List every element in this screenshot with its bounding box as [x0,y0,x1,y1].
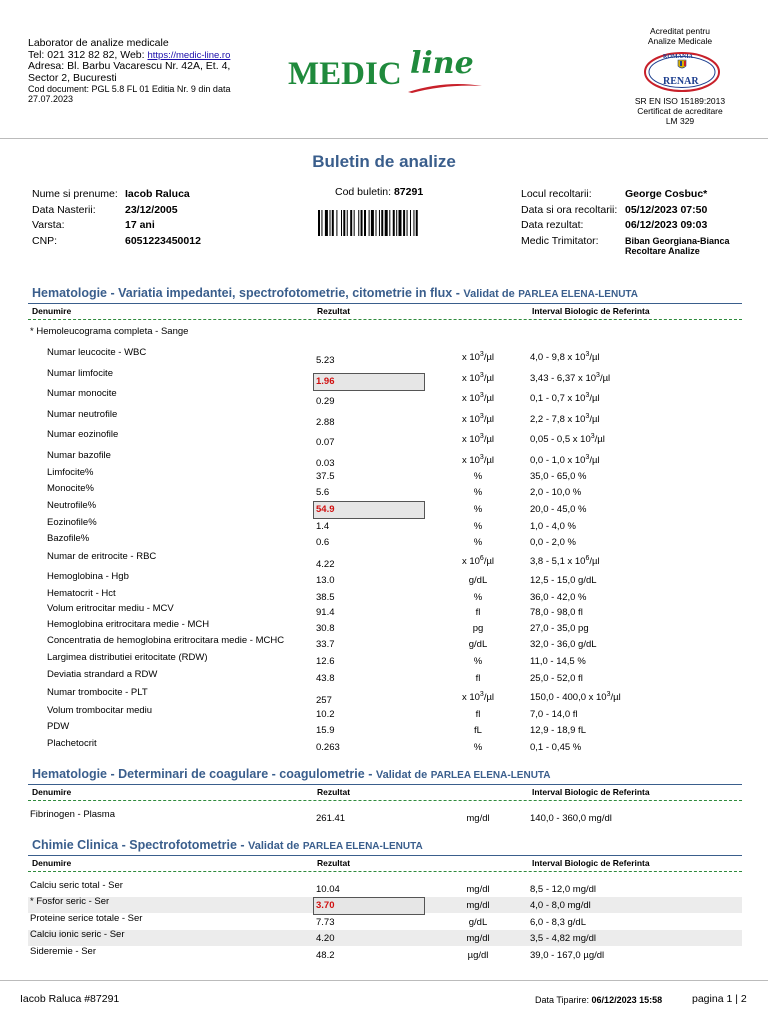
test-range: 0,1 - 0,45 % [530,742,582,753]
test-name: * Fosfor seric - Ser [30,896,110,907]
test-name: PDW [47,721,70,732]
doctor-name [625,234,730,257]
test-range: 11,0 - 14,5 % [530,656,586,667]
test-result: 30.8 [316,623,335,634]
header-interval: Interval Biologic de Referinta [532,306,650,316]
lab-website-link[interactable]: https://medic-line.ro [147,49,231,61]
cnp-label: CNP: [32,234,58,247]
test-unit: g/dL [468,575,488,586]
accred-lm: LM 329 [665,116,695,126]
page-number: pagina 1 | 2 [692,993,747,1005]
test-range: 1,0 - 4,0 % [530,521,576,532]
test-range: 32,0 - 36,0 g/dL [530,639,597,650]
test-unit: x $10^3/\mu l$ [461,371,495,384]
test-unit: x $10^3/\mu l$ [461,412,495,425]
validator-name: PARLEA ELENA-LENUTA [518,289,639,300]
test-result: 0.263 [316,742,340,753]
lab-info [28,38,268,104]
test-result: 0.6 [316,537,330,548]
logo-medic-text: MEDIC [288,56,402,92]
test-name: Calciu ionic seric - Ser [30,929,125,940]
test-unit: % [473,521,483,532]
test-result: 43.8 [316,673,335,684]
header-name: Denumire [32,858,72,868]
test-name: Numar de eritrocite - RBC [47,551,157,562]
header-divider-dashed [28,800,742,801]
test-range: 7,0 - 14,0 fl [530,709,578,720]
collection-date: 05/12/2023 07:50 [625,203,708,216]
test-unit: x $10^3/\mu l$ [461,690,495,703]
section-name: Hematologie - Variatia impedantei, spectrofotometrie, citometrie in flux - [32,286,460,300]
test-range: 20,0 - 45,0 % [530,504,587,515]
test-unit: % [473,487,483,498]
section-title [32,767,551,781]
test-name: Calciu seric total - Ser [30,880,123,891]
test-name: Hemoglobina - Hgb [47,571,129,582]
test-range: 0,1 - 0,7 x $10^3/\mu l$ [530,391,600,404]
barcode-icon [318,210,452,236]
accred-cert: Certificat de acreditare [637,106,723,116]
patient-dob: 23/12/2005 [125,203,178,216]
patient-info [32,187,201,249]
lab-address-2: Sector 2, Bucuresti [28,71,117,84]
test-result: 3.70 [316,900,335,911]
test-result: 10.2 [316,709,335,720]
section-divider [28,784,742,785]
logo-line-text: line [410,46,474,81]
test-name: Limfocite% [47,467,94,478]
test-range: 39,0 - 167,0 µg/dl [530,950,605,961]
test-result: 0.03 [316,458,335,469]
test-name: Sideremie - Ser [30,946,96,957]
test-name: Neutrofile% [47,500,97,511]
logo-swoosh-icon [406,82,484,94]
test-range: 12,9 - 18,9 fL [530,725,586,736]
validated-by-label: Validat de [248,840,300,852]
header-divider [0,138,768,139]
patient-name: Iacob Raluca [125,188,190,200]
test-unit: fl [475,607,481,618]
doctor-label: Medic Trimitator: [521,234,599,247]
collection-info [521,187,730,257]
test-range: 36,0 - 42,0 % [530,592,587,603]
test-unit: x $10^3/\mu l$ [461,453,495,466]
renar-badge [643,51,721,93]
lab-tel: Tel: 021 312 82 82, Web: [28,48,145,61]
footer-patient: Iacob Raluca #87291 [20,993,120,1005]
age-label: Varsta: [32,219,65,231]
accreditation-footer [610,96,750,126]
test-result: 54.9 [316,504,335,515]
test-result: 38.5 [316,592,335,603]
test-result: 1.96 [316,376,335,387]
test-result: 4.20 [316,933,335,944]
print-label: Data Tiparire: [535,995,590,1005]
collection-place: George Cosbuc* [625,188,708,200]
doc-code-2: 27.07.2023 [28,94,74,104]
header-interval: Interval Biologic de Referinta [532,858,650,868]
header-result: Rezultat [317,858,351,868]
page-title: Buletin de analize [312,152,456,171]
test-unit: x $10^6/\mu l$ [461,554,495,567]
test-unit: % [473,537,483,548]
medic-line-logo [288,46,488,100]
test-unit: % [473,742,483,753]
renar-top-text: ROMANIA [663,54,693,60]
test-unit: mg/dl [466,813,490,824]
test-name: Numar bazofile [47,450,111,461]
renar-bottom-text: RENAR [663,76,699,87]
header-name: Denumire [32,787,72,797]
result-date: 06/12/2023 09:03 [625,219,708,231]
header-interval: Interval Biologic de Referinta [532,787,650,797]
test-range: 78,0 - 98,0 fl [530,607,583,618]
validated-by-label: Validat de [375,769,428,781]
name-label: Nume si prenume: [32,188,118,200]
test-unit: mg/dl [466,884,490,895]
test-name: Deviatia strandard a RDW [47,669,158,680]
test-result: 13.0 [316,575,335,586]
result-date-label: Data rezultat: [521,219,584,231]
test-range: 35,0 - 65,0 % [530,471,587,482]
test-name: Hematocrit - Hct [47,588,116,599]
row-stripe [28,930,742,946]
test-name: Volum trombocitar mediu [47,705,153,716]
test-result: 4.22 [316,559,335,570]
section-name: Chimie Clinica - Spectrofotometrie - [32,838,245,852]
bulletin-code-label: Cod buletin: [335,186,392,198]
test-unit: g/dL [468,917,488,928]
test-range: 0,05 - 0,5 x $10^3/\mu l$ [530,432,605,445]
test-unit: % [473,592,483,603]
test-range: 4,0 - 8,0 mg/dl [530,900,591,911]
test-range: 2,0 - 10,0 % [530,487,582,498]
test-name: Eozinofile% [47,517,97,528]
test-name: Bazofile% [47,533,90,544]
test-unit: % [473,504,483,515]
section-divider [28,855,742,856]
test-result: 7.73 [316,917,335,928]
patient-age: 17 ani [125,219,155,231]
test-range: 27,0 - 35,0 pg [530,623,589,634]
test-unit: x $10^3/\mu l$ [461,350,495,363]
collect-date-label: Data si ora recoltarii: [521,203,618,216]
doc-code-1: Cod document: PGL 5.8 FL 01 Editia Nr. 9 din data [28,84,231,94]
header-name: Denumire [32,306,72,316]
test-range: 3,5 - 4,82 mg/dl [530,933,597,944]
test-name: Proteine serice totale - Ser [30,913,143,924]
test-result: 48.2 [316,950,335,961]
test-result: 37.5 [316,471,335,482]
bulletin-code-value: 87291 [393,186,424,198]
test-result: 261.41 [316,813,346,824]
test-result: 5.6 [316,487,330,498]
test-result: 5.23 [316,355,335,366]
test-unit: x $10^3/\mu l$ [461,391,495,404]
header-divider-dashed [28,871,742,872]
accred-line1: Acreditat pentru [649,26,710,36]
test-unit: % [473,471,483,482]
test-name: Volum eritrocitar mediu - MCV [47,603,174,614]
section-name: Hematologie - Determinari de coagulare - coagulometrie - [32,767,373,781]
test-result: 0.29 [316,396,335,407]
header-result: Rezultat [317,306,351,316]
validator-name: PARLEA ELENA-LENUTA [302,841,423,852]
bulletin-code [335,186,423,198]
test-name: Numar limfocite [47,368,113,379]
test-unit: g/dL [468,639,488,650]
place-label: Locul recoltarii: [521,188,592,200]
lab-address-1: Adresa: Bl. Barbu Vacarescu Nr. 42A, Et. 4, [28,60,231,72]
test-result: 33.7 [316,639,335,650]
test-name: Numar neutrofile [47,409,118,420]
test-name: Numar monocite [47,388,117,399]
test-name: Plachetocrit [47,738,97,749]
test-range: 0,0 - 1,0 x $10^3/\mu l$ [530,453,600,466]
test-unit: mg/dl [466,900,490,911]
test-unit: µg/dl [467,950,489,961]
test-range: 4,0 - 9,8 x $10^3/\mu l$ [530,350,600,363]
test-range: 3,8 - 5,1 x $10^6/\mu l$ [530,554,600,567]
header-divider-dashed [28,319,742,320]
section-title [32,286,638,300]
test-range: 25,0 - 52,0 fl [530,673,583,684]
test-name: Hemoglobina eritrocitara medie - MCH [47,619,210,630]
patient-cnp: 6051223450012 [125,234,201,247]
accred-standard: SR EN ISO 15189:2013 [634,96,726,106]
test-name: Largimea distributiei eritocitate (RDW) [47,652,208,663]
test-unit: fL [474,725,482,736]
lab-name: Laborator de analize medicale [28,37,169,49]
test-result: 2.88 [316,417,335,428]
test-result: 257 [316,695,332,706]
test-unit: % [473,656,483,667]
test-range: 8,5 - 12,0 mg/dl [530,884,597,895]
test-range: 12,5 - 15,0 g/dL [530,575,597,586]
test-range: 2,2 - 7,8 x $10^3/\mu l$ [530,412,600,425]
header-result: Rezultat [317,787,351,797]
test-name: Numar eozinofile [47,429,119,440]
accreditation-header [610,26,750,46]
footer-divider [0,980,768,981]
test-unit: mg/dl [466,933,490,944]
doctor-line1: Biban Georgiana-Bianca [625,235,730,246]
test-result: 10.04 [316,884,340,895]
test-name: Monocite% [47,483,94,494]
test-unit: pg [472,623,484,634]
test-result: 12.6 [316,656,335,667]
test-range: 150,0 - 400,0 x $10^3/\mu l$ [530,690,621,703]
test-unit: fl [475,673,481,684]
section-divider [28,303,742,304]
test-unit: fl [475,709,481,720]
test-unit: x $10^3/\mu l$ [461,432,495,445]
test-range: 0,0 - 2,0 % [530,537,576,548]
test-range: 3,43 - 6,37 x $10^3/\mu l$ [530,371,611,384]
section-title [32,838,423,852]
footer-print [535,995,662,1005]
doctor-line2: Recoltare Analize [625,246,700,256]
test-name: Numar leucocite - WBC [47,347,147,358]
test-name: Fibrinogen - Plasma [30,809,116,820]
print-date: 06/12/2023 15:58 [591,995,663,1005]
test-name: Concentratia de hemoglobina eritrocitara medie - MCHC [47,635,285,646]
test-result: 1.4 [316,521,330,532]
test-range: 140,0 - 360,0 mg/dl [530,813,612,824]
test-result: 0.07 [316,437,335,448]
dob-label: Data Nasterii: [32,203,96,216]
accred-line2: Analize Medicale [647,36,713,46]
test-range: 6,0 - 8,3 g/dL [530,917,586,928]
validated-by-label: Validat de [463,288,515,300]
test-result: 15.9 [316,725,335,736]
validator-name: PARLEA ELENA-LENUTA [430,770,551,781]
test-result: 91.4 [316,607,335,618]
test-name: Numar trombocite - PLT [47,687,148,698]
group-title: * Hemoleucograma completa - Sange [30,326,189,337]
